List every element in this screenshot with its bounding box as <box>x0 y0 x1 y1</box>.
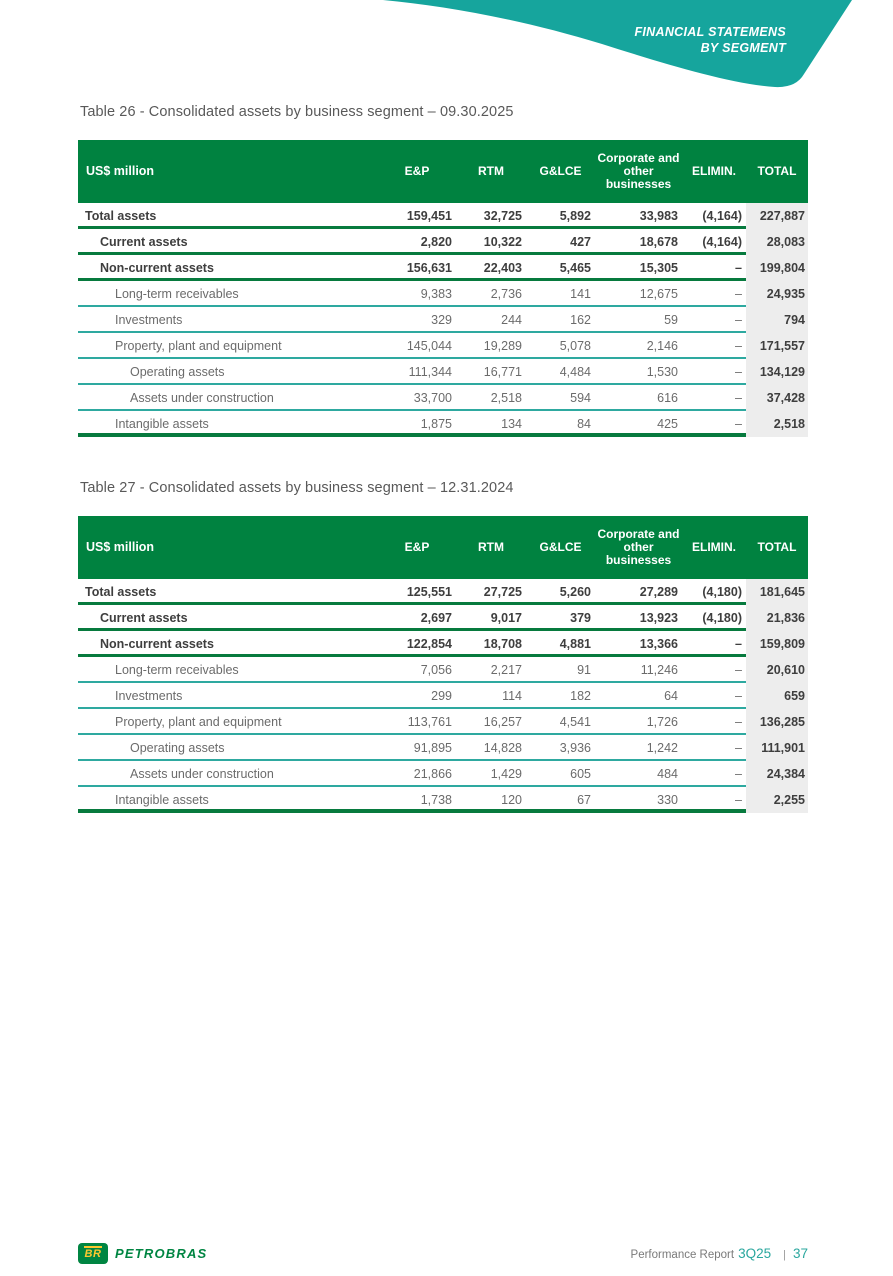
column-header: ELIMIN. <box>692 540 736 554</box>
table-title: Table 27 - Consolidated assets by business segment – 12.31.2024 <box>80 480 514 496</box>
table-row <box>78 385 808 411</box>
value-cell: 13,366 <box>639 637 678 651</box>
total-value-cell: 2,255 <box>746 787 808 813</box>
value-cell: – <box>735 767 742 781</box>
value-cell: (4,164) <box>702 235 742 249</box>
value-cell: – <box>735 391 742 405</box>
value-cell: – <box>735 365 742 379</box>
value-cell: 4,541 <box>559 715 591 729</box>
value-cell: 145,044 <box>406 339 452 353</box>
value-cell: 84 <box>577 417 591 431</box>
column-header: Corporate and other businesses <box>597 527 680 567</box>
row-label: Investments <box>115 313 183 327</box>
total-value-cell: 134,129 <box>746 359 808 385</box>
value-cell: 134 <box>501 417 522 431</box>
table-26-block <box>78 104 808 437</box>
value-cell: 329 <box>431 313 452 327</box>
value-cell: 379 <box>570 611 591 625</box>
table-row <box>78 333 808 359</box>
total-value-cell: 20,610 <box>746 657 808 683</box>
table-row <box>78 229 808 255</box>
table-27-block <box>78 480 808 813</box>
value-cell: 16,771 <box>483 365 522 379</box>
value-cell: 1,530 <box>646 365 678 379</box>
value-cell: 5,078 <box>559 339 591 353</box>
total-value-cell: 111,901 <box>746 735 808 761</box>
total-value-cell: 37,428 <box>746 385 808 411</box>
table-row <box>78 579 808 605</box>
total-value-cell: 659 <box>746 683 808 709</box>
column-header: TOTAL <box>757 164 797 178</box>
total-value-cell: 159,809 <box>746 631 808 657</box>
row-label: Assets under construction <box>130 767 274 781</box>
value-cell: 1,875 <box>420 417 452 431</box>
consolidated-assets-table-0930-2025 <box>78 140 808 437</box>
petrobras-br-logo-icon <box>78 1243 108 1264</box>
value-cell: 605 <box>570 767 591 781</box>
row-label: Operating assets <box>130 365 225 379</box>
column-header: G&LCE <box>539 540 582 554</box>
value-cell: 2,697 <box>420 611 452 625</box>
value-cell: – <box>735 689 742 703</box>
value-cell: – <box>735 663 742 677</box>
value-cell: 2,146 <box>646 339 678 353</box>
value-cell: 5,892 <box>559 209 591 223</box>
value-cell: 16,257 <box>483 715 522 729</box>
value-cell: 14,828 <box>483 741 522 755</box>
value-cell: 425 <box>657 417 678 431</box>
value-cell: – <box>735 715 742 729</box>
total-value-cell: 227,887 <box>746 203 808 229</box>
value-cell: 33,983 <box>639 209 678 223</box>
row-label: Non-current assets <box>100 637 214 651</box>
value-cell: 21,866 <box>413 767 452 781</box>
value-cell: – <box>735 261 742 275</box>
row-label: Investments <box>115 689 183 703</box>
total-value-cell: 136,285 <box>746 709 808 735</box>
banner-title-line2: BY SEGMENT <box>700 41 786 55</box>
table-row <box>78 657 808 683</box>
column-header: RTM <box>478 540 504 554</box>
row-label: Intangible assets <box>115 417 209 431</box>
consolidated-assets-table-1231-2024 <box>78 516 808 813</box>
value-cell: 616 <box>657 391 678 405</box>
value-cell: 122,854 <box>406 637 452 651</box>
value-cell: 1,242 <box>646 741 678 755</box>
table-row <box>78 203 808 229</box>
table-row <box>78 761 808 787</box>
value-cell: (4,180) <box>702 611 742 625</box>
report-label: Performance Report <box>630 1248 735 1261</box>
value-cell: 1,726 <box>646 715 678 729</box>
value-cell: 22,403 <box>483 261 522 275</box>
value-cell: 27,289 <box>639 585 678 599</box>
column-header: Corporate and other businesses <box>597 151 680 191</box>
table-row <box>78 255 808 281</box>
value-cell: (4,164) <box>702 209 742 223</box>
value-cell: – <box>735 741 742 755</box>
value-cell: 113,761 <box>407 715 452 729</box>
value-cell: 330 <box>657 793 678 807</box>
value-cell: – <box>735 637 742 651</box>
value-cell: 2,518 <box>490 391 522 405</box>
page-separator: | <box>783 1248 786 1261</box>
value-cell: 15,305 <box>639 261 678 275</box>
value-cell: 11,246 <box>640 663 678 677</box>
value-cell: 159,451 <box>406 209 452 223</box>
value-cell: 5,465 <box>559 261 591 275</box>
value-cell: – <box>735 417 742 431</box>
value-cell: 91 <box>577 663 591 677</box>
value-cell: 7,056 <box>420 663 452 677</box>
value-cell: 12,675 <box>639 287 678 301</box>
total-value-cell: 171,557 <box>746 333 808 359</box>
value-cell: 10,322 <box>483 235 522 249</box>
value-cell: 13,923 <box>639 611 678 625</box>
value-cell: – <box>735 287 742 301</box>
value-cell: 9,017 <box>490 611 522 625</box>
table-body <box>78 579 808 813</box>
table-row <box>78 307 808 333</box>
table-row <box>78 411 808 437</box>
value-cell: 2,820 <box>420 235 452 249</box>
total-value-cell: 2,518 <box>746 411 808 437</box>
table-title: Table 26 - Consolidated assets by business segment – 09.30.2025 <box>80 104 514 120</box>
value-cell: 91,895 <box>413 741 452 755</box>
value-cell: 244 <box>501 313 522 327</box>
value-cell: 27,725 <box>483 585 522 599</box>
banner-title-line1: FINANCIAL STATEMENS <box>634 25 786 39</box>
page-number: 37 <box>792 1245 808 1261</box>
value-cell: 141 <box>570 287 591 301</box>
unit-label: US$ million <box>86 164 155 178</box>
value-cell: 9,383 <box>420 287 452 301</box>
brand-name: PETROBRAS <box>115 1245 208 1261</box>
row-label: Property, plant and equipment <box>115 339 282 353</box>
value-cell: 182 <box>570 689 591 703</box>
value-cell: – <box>735 793 742 807</box>
value-cell: 59 <box>664 313 678 327</box>
value-cell: 5,260 <box>559 585 591 599</box>
page-reference <box>631 1246 808 1261</box>
column-header: G&LCE <box>539 164 582 178</box>
value-cell: 19,289 <box>483 339 522 353</box>
column-header: TOTAL <box>757 540 797 554</box>
row-label: Assets under construction <box>130 391 274 405</box>
value-cell: 3,936 <box>559 741 591 755</box>
total-value-cell: 794 <box>746 307 808 333</box>
table-row <box>78 709 808 735</box>
value-cell: 162 <box>570 313 591 327</box>
value-cell: 2,736 <box>490 287 522 301</box>
total-value-cell: 24,935 <box>746 281 808 307</box>
value-cell: 120 <box>501 793 522 807</box>
value-cell: 427 <box>570 235 591 249</box>
row-label: Long-term receivables <box>115 287 239 301</box>
value-cell: – <box>735 313 742 327</box>
unit-label: US$ million <box>86 540 155 554</box>
value-cell: 32,725 <box>483 209 522 223</box>
value-cell: – <box>735 339 742 353</box>
logo-monogram: BR <box>84 1247 102 1260</box>
table-row <box>78 359 808 385</box>
value-cell: 2,217 <box>490 663 522 677</box>
total-value-cell: 199,804 <box>746 255 808 281</box>
row-label: Total assets <box>85 585 157 599</box>
value-cell: (4,180) <box>702 585 742 599</box>
value-cell: 114 <box>502 689 522 703</box>
row-label: Long-term receivables <box>115 663 239 677</box>
total-value-cell: 181,645 <box>746 579 808 605</box>
row-label: Property, plant and equipment <box>115 715 282 729</box>
row-label: Total assets <box>85 209 157 223</box>
table-row <box>78 605 808 631</box>
row-label: Intangible assets <box>115 793 209 807</box>
total-value-cell: 24,384 <box>746 761 808 787</box>
petrobras-brand <box>78 1243 207 1264</box>
value-cell: 4,881 <box>559 637 591 651</box>
column-header: E&P <box>404 164 430 178</box>
row-label: Current assets <box>100 611 188 625</box>
value-cell: 125,551 <box>406 585 452 599</box>
table-body <box>78 203 808 437</box>
row-label: Current assets <box>100 235 188 249</box>
value-cell: 594 <box>570 391 591 405</box>
value-cell: 299 <box>431 689 452 703</box>
total-value-cell: 28,083 <box>746 229 808 255</box>
value-cell: 1,429 <box>490 767 522 781</box>
value-cell: 33,700 <box>413 391 452 405</box>
column-header: RTM <box>478 164 504 178</box>
value-cell: 156,631 <box>406 261 452 275</box>
table-row <box>78 683 808 709</box>
banner-title <box>634 24 786 56</box>
table-row <box>78 631 808 657</box>
table-row <box>78 735 808 761</box>
value-cell: 64 <box>664 689 678 703</box>
row-label: Operating assets <box>130 741 225 755</box>
value-cell: 18,678 <box>639 235 678 249</box>
total-value-cell: 21,836 <box>746 605 808 631</box>
report-edition: 3Q25 <box>738 1245 772 1261</box>
value-cell: 1,738 <box>420 793 452 807</box>
value-cell: 484 <box>657 767 678 781</box>
table-row <box>78 281 808 307</box>
table-header-row <box>78 140 808 203</box>
row-label: Non-current assets <box>100 261 214 275</box>
column-header: ELIMIN. <box>692 164 736 178</box>
page-footer <box>78 1241 808 1265</box>
table-header-row <box>78 516 808 579</box>
value-cell: 67 <box>577 793 591 807</box>
value-cell: 4,484 <box>559 365 591 379</box>
value-cell: 18,708 <box>483 637 522 651</box>
table-row <box>78 787 808 813</box>
value-cell: 111,344 <box>408 365 452 379</box>
column-header: E&P <box>404 540 430 554</box>
